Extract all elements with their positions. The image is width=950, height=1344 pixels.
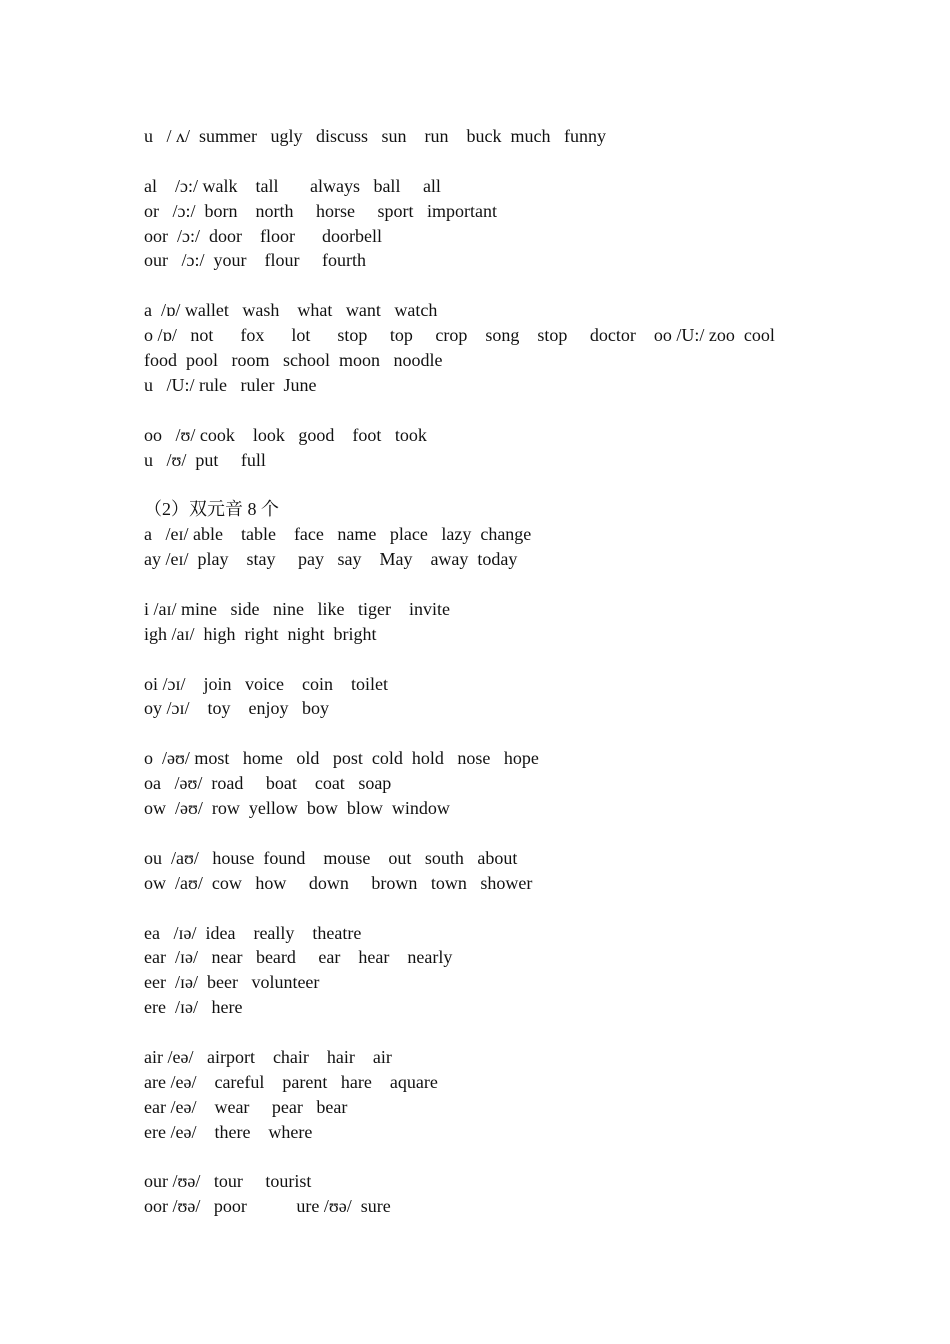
text-line: ear /ɪə/ near beard ear hear nearly — [144, 947, 453, 968]
text-line: or /ɔ:/ born north horse sport important — [144, 200, 497, 221]
text-line: food pool room school moon noodle — [144, 350, 443, 371]
text-line: igh /aɪ/ high right night bright — [144, 623, 377, 644]
text-line: ow /aʊ/ cow how down brown town shower — [144, 872, 533, 893]
text-line: ere /ɪə/ here — [144, 997, 243, 1018]
blank-line — [144, 398, 844, 423]
text-line: u /U:/ rule ruler June — [144, 374, 317, 395]
text-line: ow /əʊ/ row yellow bow blow window — [144, 798, 450, 819]
text-line: oor /ɔ:/ door floor doorbell — [144, 225, 382, 246]
text-line: oo /ʊ/ cook look good foot took — [144, 424, 427, 445]
blank-line — [144, 721, 844, 746]
text-line: are /eə/ careful parent hare aquare — [144, 1071, 438, 1092]
text-line: our /ɔ:/ your flour fourth — [144, 250, 366, 271]
text-line: oy /ɔɪ/ toy enjoy boy — [144, 698, 329, 719]
text-line: ere /eə/ there where — [144, 1121, 313, 1142]
text-line: u /ʊ/ put full — [144, 449, 266, 470]
text-line: our /ʊə/ tour tourist — [144, 1171, 312, 1192]
text-line: ear /eə/ wear pear bear — [144, 1096, 348, 1117]
text-line: eer /ɪə/ beer volunteer — [144, 972, 320, 993]
text-line: o /əʊ/ most home old post cold hold nose hope — [144, 748, 539, 769]
blank-line — [144, 647, 844, 672]
text-line: air /eə/ airport chair hair air — [144, 1046, 392, 1067]
text-line: oi /ɔɪ/ join voice coin toilet — [144, 673, 388, 694]
blank-line — [144, 1020, 844, 1045]
text-line: al /ɔ:/ walk tall always ball all — [144, 175, 441, 196]
text-line: ea /ɪə/ idea really theatre — [144, 922, 362, 943]
text-line: a /eɪ/ able table face name place lazy change — [144, 524, 532, 545]
text-line: a /ɒ/ wallet wash what want watch — [144, 300, 438, 321]
text-line: o /ɒ/ not fox lot stop top crop song stop doctor oo /U:/ zoo cool — [144, 325, 775, 346]
blank-line — [144, 273, 844, 298]
text-line: oa /əʊ/ road boat coat soap — [144, 773, 392, 794]
blank-line — [144, 572, 844, 597]
text-line: ou /aʊ/ house found mouse out south about — [144, 847, 518, 868]
blank-line — [144, 1145, 844, 1170]
blank-line — [144, 472, 844, 497]
blank-line — [144, 149, 844, 174]
text-line: u / ʌ/ summer ugly discuss sun run buck much funny — [144, 126, 606, 146]
text-line: i /aɪ/ mine side nine like tiger invite — [144, 598, 450, 619]
text-line: oor /ʊə/ poor ure /ʊə/ sure — [144, 1196, 391, 1217]
document-page — [144, 124, 844, 1219]
text-line: ay /eɪ/ play stay pay say May away today — [144, 549, 518, 570]
blank-line — [144, 896, 844, 921]
blank-line — [144, 821, 844, 846]
section-heading: （2）双元音 8 个 — [144, 499, 279, 520]
